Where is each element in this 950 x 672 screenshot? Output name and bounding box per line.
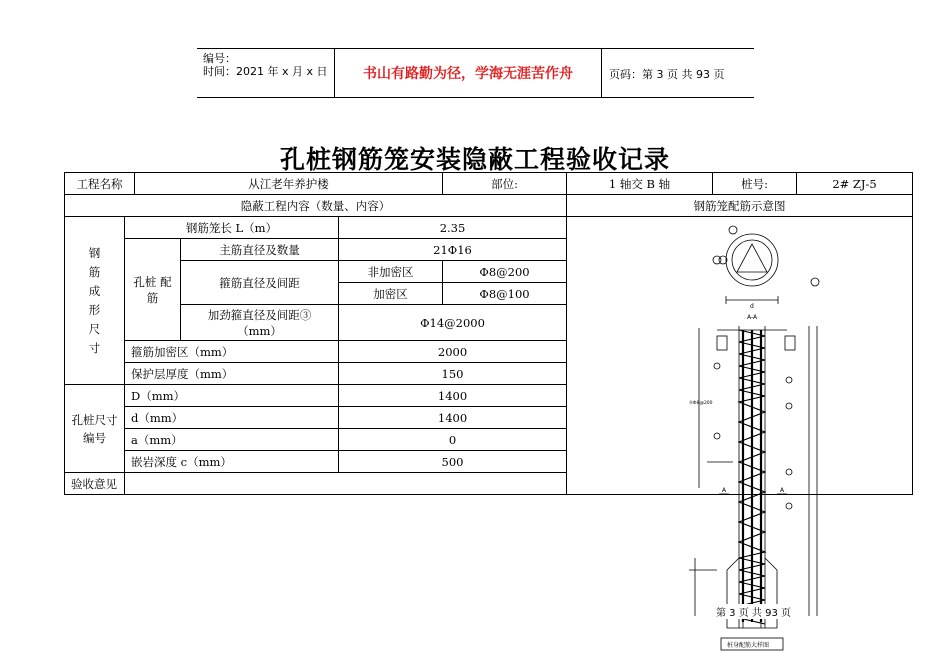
section-mark: A-A bbox=[747, 314, 758, 321]
project-label: 工程名称 bbox=[65, 173, 135, 195]
dense-label: 加密区 bbox=[339, 283, 443, 305]
page-number-label: 页码：第 3 页 共 93 页 bbox=[609, 68, 725, 81]
project-value: 从江老年养护楼 bbox=[135, 173, 443, 195]
stiff-value: Φ14@2000 bbox=[339, 305, 567, 341]
part-value: 1 轴交 B 轴 bbox=[567, 173, 713, 195]
rebar-group-label: 钢 筋 成 形 尺 寸 bbox=[65, 217, 125, 385]
non-dense-label: 非加密区 bbox=[339, 261, 443, 283]
cover-value: 150 bbox=[339, 363, 567, 385]
page-header bbox=[197, 48, 754, 98]
acceptance-label: 验收意见 bbox=[65, 473, 125, 495]
D-value: 1400 bbox=[339, 385, 567, 407]
part-label: 部位: bbox=[443, 173, 567, 195]
cover-label: 保护层厚度（mm） bbox=[125, 363, 339, 385]
D-label: D（mm） bbox=[125, 385, 339, 407]
diagram-header: 钢筋笼配筋示意图 bbox=[567, 195, 913, 217]
header-meta bbox=[203, 52, 328, 78]
footer-page: 第 3 页 共 93 页 bbox=[716, 604, 791, 619]
label-a-left: A bbox=[722, 487, 727, 494]
d-label: d（mm） bbox=[125, 407, 339, 429]
stiff-label: 加劲箍直径及间距③（mm） bbox=[181, 305, 339, 341]
d-value: 1400 bbox=[339, 407, 567, 429]
subgroup-label: 孔桩 配筋 bbox=[125, 239, 181, 341]
stirrup-label: 箍筋直径及间距 bbox=[181, 261, 339, 305]
rebar-cage-diagram bbox=[677, 218, 827, 654]
motto-text: 书山有路勤为径，学海无涯苦作舟 bbox=[334, 49, 602, 97]
rock-value: 500 bbox=[339, 451, 567, 473]
pile-group-label: 孔桩尺寸 编号 bbox=[65, 385, 125, 473]
rock-label: 嵌岩深度 c（mm） bbox=[125, 451, 339, 473]
pile-value: 2# ZJ-5 bbox=[797, 173, 913, 195]
acceptance-value bbox=[125, 473, 567, 495]
document-title: 孔桩钢筋笼安装隐蔽工程验收记录 bbox=[279, 145, 670, 174]
label-d: d bbox=[750, 303, 754, 310]
a-label: a（mm） bbox=[125, 429, 339, 451]
info-row bbox=[65, 173, 913, 195]
section-outer-circle bbox=[726, 234, 778, 286]
a-value: 0 bbox=[339, 429, 567, 451]
number-label: 编号： bbox=[203, 52, 236, 65]
cage-length-label: 钢筋笼长 L（m） bbox=[125, 217, 339, 239]
pile-label: 桩号: bbox=[713, 173, 797, 195]
dense-value: Φ8@100 bbox=[443, 283, 567, 305]
main-bar-label: 主筋直径及数量 bbox=[181, 239, 339, 261]
main-bar-value: 21Φ16 bbox=[339, 239, 567, 261]
dense-zone-label: 箍筋加密区（mm） bbox=[125, 341, 339, 363]
label-a-right: A bbox=[780, 487, 785, 494]
non-dense-value: Φ8@200 bbox=[443, 261, 567, 283]
cage-length-value: 2.35 bbox=[339, 217, 567, 239]
time-label: 时间：2021 年 x 月 x 日 bbox=[203, 65, 328, 78]
stirrup-note: ⑤Φ8@200 bbox=[689, 401, 713, 406]
section-triangle bbox=[737, 244, 767, 272]
section-inner-circle bbox=[732, 240, 772, 280]
content-header: 隐蔽工程内容（数量、内容） bbox=[65, 195, 567, 217]
diagram-caption: 桩身配筋大样图 bbox=[727, 642, 770, 649]
dense-zone-value: 2000 bbox=[339, 341, 567, 363]
section-header-row bbox=[65, 195, 913, 217]
